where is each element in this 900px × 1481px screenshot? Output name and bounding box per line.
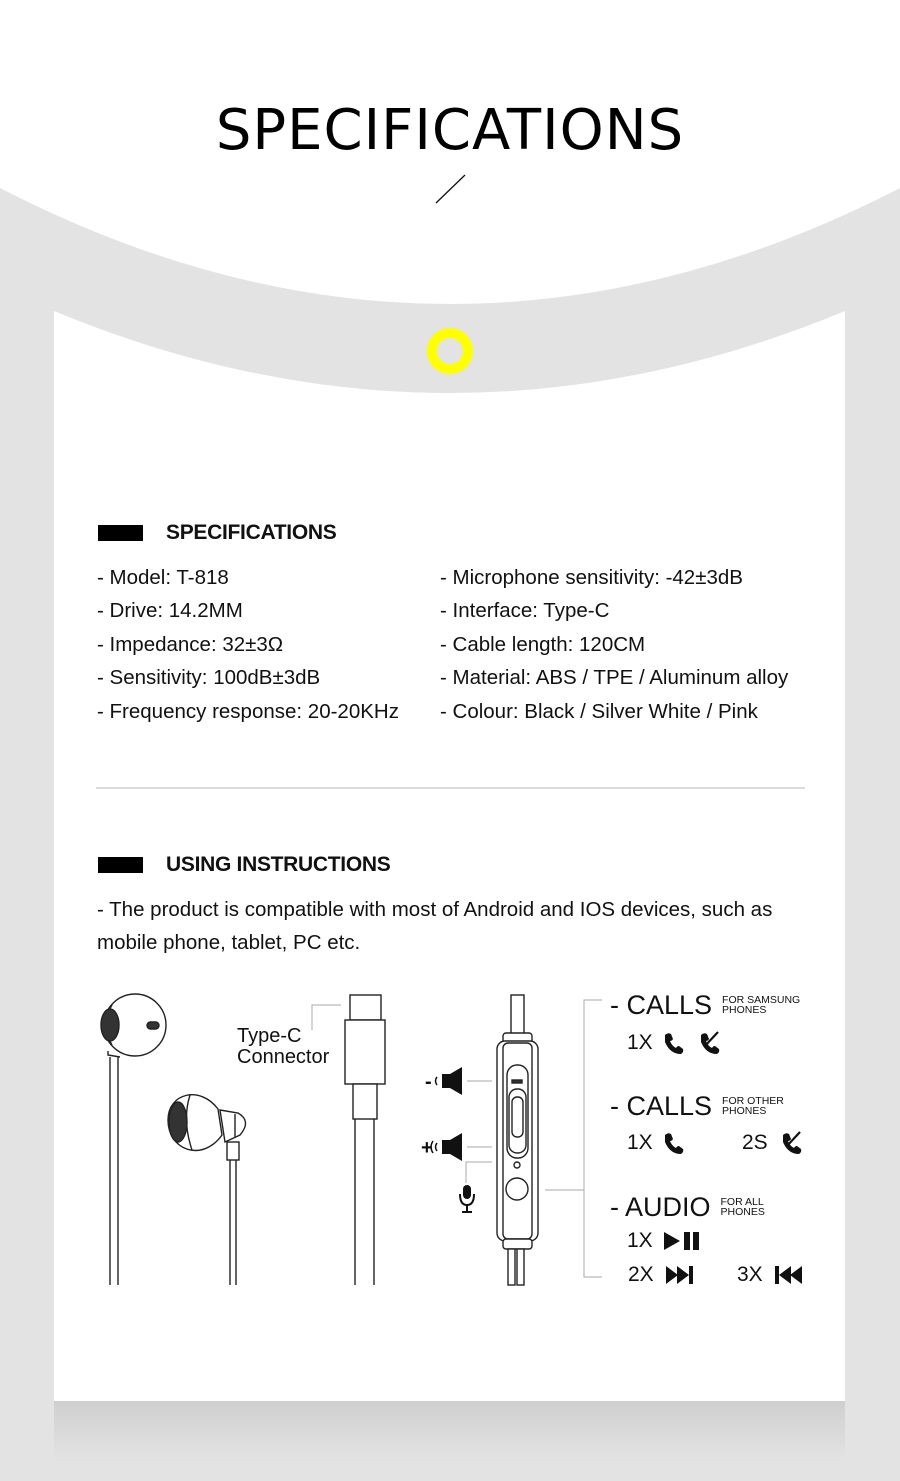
earbud-front-icon bbox=[101, 994, 166, 1285]
instructions-heading-label: USING INSTRUCTIONS bbox=[166, 853, 391, 876]
heading-bar bbox=[98, 525, 143, 541]
play-pause-icon bbox=[664, 1231, 704, 1251]
group-note bbox=[721, 1197, 765, 1217]
volume-up-sign: + bbox=[421, 1137, 433, 1159]
specifications-heading-label: SPECIFICATIONS bbox=[166, 521, 337, 544]
spec-list-left bbox=[97, 561, 399, 728]
heading-bar bbox=[98, 857, 143, 873]
volume-up-icon bbox=[431, 1133, 462, 1161]
spec-item: - Drive: 14.2MM bbox=[97, 599, 243, 623]
group-note bbox=[722, 1096, 784, 1116]
spec-item: - Model: T-818 bbox=[97, 566, 229, 589]
group-note-line2: PHONES bbox=[720, 1206, 765, 1218]
section-divider bbox=[96, 787, 805, 789]
spec-list-right bbox=[440, 561, 788, 728]
instructions-heading bbox=[98, 853, 390, 877]
type-c-connector-icon bbox=[312, 995, 385, 1285]
spec-item: - Colour: Black / Silver White / Pink bbox=[440, 699, 758, 723]
previous-track-icon bbox=[774, 1265, 804, 1285]
spec-item: - Cable length: 120CM bbox=[440, 632, 646, 656]
group-title: - CALLS bbox=[610, 990, 713, 1020]
audio-group bbox=[610, 1193, 765, 1221]
press-count: 1X bbox=[627, 1131, 653, 1154]
spec-item: - Interface: Type-C bbox=[440, 599, 610, 623]
press-count: 2X bbox=[628, 1263, 654, 1286]
press-count: 2S bbox=[742, 1131, 768, 1154]
group-title: - CALLS bbox=[610, 1091, 713, 1121]
group-note-line1: FOR OTHER bbox=[722, 1095, 784, 1107]
earphone-diagram bbox=[90, 985, 820, 1290]
phone-answer-icon bbox=[662, 1130, 688, 1156]
volume-down-icon bbox=[436, 1067, 463, 1095]
phone-hangup-icon bbox=[698, 1030, 724, 1056]
spec-item: - Frequency response: 20-20KHz bbox=[97, 699, 399, 723]
press-count: 1X bbox=[627, 1031, 653, 1054]
connector-label-line1: Type-C bbox=[237, 1025, 302, 1047]
group-note-line1: FOR ALL bbox=[720, 1196, 764, 1208]
calls-other-group bbox=[610, 1092, 784, 1120]
instructions-text: - The product is compatible with most of Android and IOS devices, such as mobile phone, tablet, PC etc. bbox=[97, 898, 773, 954]
next-track-icon bbox=[666, 1265, 696, 1285]
page-title: SPECIFICATIONS bbox=[215, 98, 685, 163]
group-note bbox=[722, 995, 800, 1015]
inline-remote-icon bbox=[497, 995, 538, 1285]
spec-item: - Microphone sensitivity: -42±3dB bbox=[440, 566, 743, 589]
microphone-icon bbox=[460, 1185, 474, 1212]
spec-item: - Sensitivity: 100dB±3dB bbox=[97, 666, 321, 690]
earbud-side-icon bbox=[168, 1095, 246, 1285]
group-note-line1: FOR SAMSUNG bbox=[722, 994, 801, 1006]
spec-item: - Material: ABS / TPE / Aluminum alloy bbox=[440, 666, 789, 690]
spec-item: - Impedance: 32±3Ω bbox=[97, 632, 284, 656]
press-count: 1X bbox=[627, 1229, 653, 1252]
card-shadow bbox=[54, 1401, 845, 1461]
phone-hangup-icon bbox=[780, 1130, 806, 1156]
phone-answer-icon bbox=[662, 1030, 688, 1056]
calls-samsung-group bbox=[610, 991, 800, 1019]
specifications-heading bbox=[98, 521, 336, 545]
connector-label-line2: Connector bbox=[237, 1046, 330, 1068]
group-note-line2: PHONES bbox=[722, 1004, 767, 1016]
group-note-line2: PHONES bbox=[722, 1105, 767, 1117]
volume-down-sign: - bbox=[425, 1071, 432, 1093]
press-count: 3X bbox=[737, 1263, 763, 1286]
group-title: - AUDIO bbox=[610, 1192, 711, 1222]
